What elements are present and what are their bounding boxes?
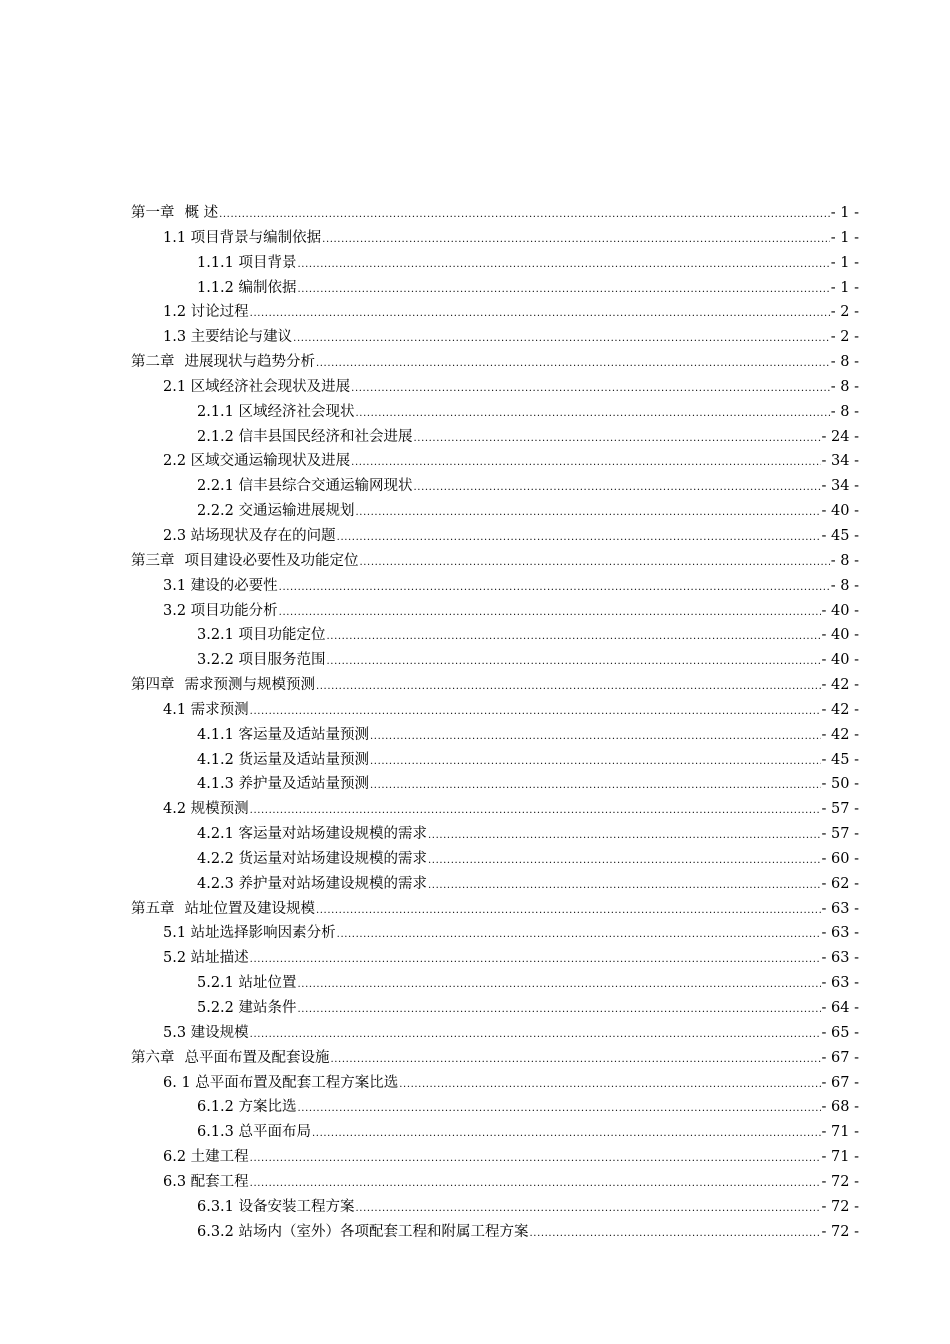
toc-page-number: - 42 - <box>821 726 859 743</box>
toc-entry-title <box>131 1046 330 1071</box>
toc-page-number: - 62 - <box>821 875 859 892</box>
toc-page-number: - 68 - <box>821 1099 859 1116</box>
toc-entry-title <box>131 350 315 375</box>
toc-entry-title <box>163 375 350 400</box>
toc-dot-leader <box>428 824 821 849</box>
toc-dot-leader <box>327 625 821 650</box>
toc-dot-leader <box>219 203 830 228</box>
toc-section-entry[interactable] <box>0 375 950 400</box>
toc-page-number: - 8 - <box>830 378 859 395</box>
toc-page-number: - 1 - <box>830 279 859 296</box>
toc-entry-text: 6. 1 总平面布置及配套工程方案比选 <box>163 1074 399 1091</box>
toc-entry-text: 5.3 建设规模 <box>163 1024 249 1041</box>
toc-page-number: - 8 - <box>830 552 859 569</box>
toc-page-number: - 40 - <box>821 627 859 644</box>
toc-entry-title <box>163 449 350 474</box>
toc-entry-text: 总平面布置及配套设施 <box>184 1049 330 1066</box>
toc-dot-leader <box>250 1023 821 1048</box>
toc-dot-leader <box>250 700 821 725</box>
toc-chapter-entry[interactable] <box>0 201 950 226</box>
toc-page-number: - 8 - <box>830 354 859 371</box>
toc-entry-title <box>163 226 321 251</box>
toc-section-entry[interactable] <box>0 524 950 549</box>
toc-dot-leader <box>322 228 830 253</box>
toc-entry-text: 2.2.1 信丰县综合交通运输网现状 <box>197 478 413 495</box>
toc-dot-leader <box>298 253 830 278</box>
toc-entry-text: 2.1.1 区域经济社会现状 <box>197 403 355 420</box>
toc-entry-title <box>197 1095 297 1120</box>
toc-entry-title <box>197 276 297 301</box>
toc-dot-leader <box>356 1197 821 1222</box>
toc-dot-leader <box>414 476 821 501</box>
toc-entry-title <box>197 872 427 897</box>
toc-page-number: - 42 - <box>821 701 859 718</box>
toc-page-number: - 2 - <box>830 304 859 321</box>
toc-entry-text: 1.1 项目背景与编制依据 <box>163 229 322 246</box>
toc-entry-title <box>131 201 218 226</box>
toc-entry-title <box>197 772 369 797</box>
toc-dot-leader <box>351 451 820 476</box>
toc-entry-title <box>197 400 355 425</box>
toc-chapter-number: 第一章 <box>131 205 175 221</box>
toc-page-number: - 63 - <box>821 900 859 917</box>
toc-entry-title <box>197 474 413 499</box>
toc-entry-text: 1.3 主要结论与建议 <box>163 329 293 346</box>
toc-entry-title <box>163 300 249 325</box>
toc-page-number: - 8 - <box>830 403 859 420</box>
toc-entry-text: 概 述 <box>184 205 219 221</box>
toc-entry-title <box>163 698 249 723</box>
toc-entry-title <box>163 946 249 971</box>
toc-entry-text: 2.2.2 交通运输进展规划 <box>197 503 355 520</box>
toc-chapter-entry[interactable] <box>0 673 950 698</box>
toc-dot-leader <box>316 352 830 377</box>
toc-subsection-entry[interactable] <box>0 822 950 847</box>
toc-section-entry[interactable] <box>0 325 950 350</box>
toc-entry-title <box>197 723 369 748</box>
toc-page-number: - 34 - <box>821 478 859 495</box>
toc-section-entry[interactable] <box>0 1071 950 1096</box>
toc-entry-text: 4.2.2 货运量对站场建设规模的需求 <box>197 850 428 867</box>
toc-section-entry[interactable] <box>0 449 950 474</box>
toc-dot-leader <box>370 774 821 799</box>
toc-dot-leader <box>356 501 821 526</box>
toc-entry-text: 2.2 区域交通运输现状及进展 <box>163 453 351 470</box>
toc-subsection-entry[interactable] <box>0 648 950 673</box>
toc-chapter-number: 第三章 <box>131 552 175 569</box>
toc-dot-leader <box>298 998 821 1023</box>
toc-section-entry[interactable] <box>0 946 950 971</box>
toc-entry-text: 4.2.3 养护量对站场建设规模的需求 <box>197 875 428 892</box>
toc-dot-leader <box>250 1147 821 1172</box>
toc-entry-text: 项目建设必要性及功能定位 <box>184 552 359 569</box>
toc-dot-leader <box>298 1097 821 1122</box>
toc-section-entry[interactable] <box>0 1170 950 1195</box>
toc-entry-text: 4.2.1 客运量对站场建设规模的需求 <box>197 826 428 843</box>
toc-entry-title <box>197 748 369 773</box>
toc-entry-title <box>131 673 315 698</box>
toc-entry-text: 5.2 站址描述 <box>163 950 249 967</box>
toc-section-entry[interactable] <box>0 226 950 251</box>
toc-entry-text: 5.2.2 建站条件 <box>197 1000 297 1016</box>
toc-dot-leader <box>279 601 821 626</box>
toc-chapter-entry[interactable] <box>0 549 950 574</box>
toc-chapter-entry[interactable] <box>0 350 950 375</box>
toc-section-entry[interactable] <box>0 797 950 822</box>
toc-section-entry[interactable] <box>0 574 950 599</box>
toc-subsection-entry[interactable] <box>0 623 950 648</box>
toc-page-number: - 24 - <box>821 428 859 445</box>
toc-subsection-entry[interactable] <box>0 723 950 748</box>
toc-entry-title <box>163 921 336 946</box>
toc-chapter-number: 第五章 <box>131 900 175 917</box>
toc-entry-text: 4.1.1 客运量及适站量预测 <box>197 726 370 743</box>
toc-page-number: - 50 - <box>821 776 859 793</box>
toc-subsection-entry[interactable] <box>0 847 950 872</box>
toc-page-number: - 45 - <box>821 751 859 768</box>
toc-dot-leader <box>298 973 821 998</box>
toc-entry-title <box>197 1120 311 1145</box>
toc-entry-text: 5.2.1 站址位置 <box>197 975 297 992</box>
toc-subsection-entry[interactable] <box>0 1220 950 1245</box>
toc-section-entry[interactable] <box>0 300 950 325</box>
toc-chapter-entry[interactable] <box>0 897 950 922</box>
toc-page-number: - 63 - <box>821 950 859 967</box>
toc-entry-text: 2.3 站场现状及存在的问题 <box>163 527 336 544</box>
toc-entry-text: 6.3.1 设备安装工程方案 <box>197 1198 355 1215</box>
toc-subsection-entry[interactable] <box>0 1195 950 1220</box>
toc-entry-title <box>163 325 292 350</box>
toc-entry-text: 1.2 讨论过程 <box>163 304 249 321</box>
toc-entry-text: 3.2 项目功能分析 <box>163 602 278 619</box>
toc-entry-title <box>197 971 297 996</box>
toc-page-number: - 57 - <box>821 826 859 843</box>
toc-entry-title <box>163 1145 249 1170</box>
toc-entry-text: 站址位置及建设规模 <box>184 900 315 917</box>
toc-dot-leader <box>399 1073 820 1098</box>
toc-entry-text: 4.1 需求预测 <box>163 701 249 718</box>
toc-subsection-entry[interactable] <box>0 996 950 1021</box>
toc-subsection-entry[interactable] <box>0 872 950 897</box>
toc-subsection-entry[interactable] <box>0 276 950 301</box>
toc-section-entry[interactable] <box>0 1021 950 1046</box>
toc-dot-leader <box>316 899 821 924</box>
toc-page-number: - 40 - <box>821 503 859 520</box>
toc-page-number: - 60 - <box>821 850 859 867</box>
toc-subsection-entry[interactable] <box>0 474 950 499</box>
toc-page-number: - 40 - <box>821 602 859 619</box>
toc-section-entry[interactable] <box>0 1145 950 1170</box>
toc-entry-text: 6.3.2 站场内（室外）各项配套工程和附属工程方案 <box>197 1223 529 1240</box>
table-of-contents <box>0 201 950 1244</box>
toc-subsection-entry[interactable] <box>0 499 950 524</box>
toc-entry-text: 6.2 土建工程 <box>163 1149 249 1166</box>
toc-subsection-entry[interactable] <box>0 400 950 425</box>
toc-entry-text: 6.1.3 总平面布局 <box>197 1124 312 1141</box>
toc-entry-text: 4.1.3 养护量及适站量预测 <box>197 776 370 793</box>
toc-dot-leader <box>428 849 821 874</box>
toc-entry-text: 1.1.1 项目背景 <box>197 254 297 271</box>
toc-page-number: - 1 - <box>830 205 859 221</box>
toc-entry-title <box>197 251 297 276</box>
toc-entry-title <box>197 996 297 1021</box>
toc-dot-leader <box>428 874 821 899</box>
toc-chapter-entry[interactable] <box>0 1046 950 1071</box>
toc-entry-title <box>197 1195 355 1220</box>
toc-page-number: - 42 - <box>821 677 859 694</box>
toc-page-number: - 34 - <box>821 453 859 470</box>
toc-dot-leader <box>250 799 821 824</box>
toc-page-number: - 63 - <box>821 975 859 992</box>
toc-chapter-number: 第六章 <box>131 1049 175 1066</box>
toc-page-number: - 1 - <box>830 254 859 271</box>
toc-entry-title <box>163 1021 249 1046</box>
toc-subsection-entry[interactable] <box>0 1095 950 1120</box>
toc-entry-title <box>163 797 249 822</box>
toc-page-number: - 72 - <box>821 1173 859 1190</box>
toc-dot-leader <box>360 551 830 576</box>
toc-dot-leader <box>331 1048 821 1073</box>
toc-page-number: - 2 - <box>830 329 859 346</box>
toc-page-number: - 1 - <box>830 229 859 246</box>
toc-subsection-entry[interactable] <box>0 748 950 773</box>
toc-entry-text: 需求预测与规模预测 <box>184 677 315 694</box>
toc-subsection-entry[interactable] <box>0 772 950 797</box>
toc-page-number: - 8 - <box>830 577 859 594</box>
toc-entry-title <box>163 1071 398 1096</box>
toc-dot-leader <box>337 526 821 551</box>
toc-chapter-number: 第四章 <box>131 677 175 694</box>
toc-entry-text: 4.1.2 货运量及适站量预测 <box>197 751 370 768</box>
toc-page-number: - 67 - <box>821 1074 859 1091</box>
toc-entry-text: 6.1.2 方案比选 <box>197 1099 297 1116</box>
toc-entry-text: 3.1 建设的必要性 <box>163 577 278 594</box>
toc-dot-leader <box>298 278 830 303</box>
toc-entry-title <box>163 599 278 624</box>
toc-subsection-entry[interactable] <box>0 971 950 996</box>
toc-page-number: - 63 - <box>821 925 859 942</box>
toc-dot-leader <box>530 1222 821 1247</box>
toc-entry-title <box>131 549 359 574</box>
toc-entry-title <box>197 648 326 673</box>
toc-dot-leader <box>316 675 821 700</box>
toc-page-number: - 57 - <box>821 801 859 818</box>
toc-section-entry[interactable] <box>0 698 950 723</box>
toc-entry-text: 5.1 站址选择影响因素分析 <box>163 925 336 942</box>
toc-entry-text: 6.3 配套工程 <box>163 1173 249 1190</box>
toc-entry-text: 3.2.2 项目服务范围 <box>197 652 326 669</box>
toc-page-number: - 72 - <box>821 1223 859 1240</box>
toc-entry-title <box>197 822 427 847</box>
toc-page-number: - 67 - <box>821 1049 859 1066</box>
toc-dot-leader <box>337 923 821 948</box>
toc-entry-text: 4.2 规模预测 <box>163 801 249 818</box>
toc-entry-text: 3.2.1 项目功能定位 <box>197 627 326 644</box>
toc-entry-text: 1.1.2 编制依据 <box>197 279 297 296</box>
toc-dot-leader <box>250 1172 821 1197</box>
toc-dot-leader <box>370 750 821 775</box>
toc-page-number: - 71 - <box>821 1149 859 1166</box>
toc-entry-title <box>197 847 427 872</box>
toc-entry-title <box>197 1220 529 1245</box>
toc-chapter-number: 第二章 <box>131 354 175 371</box>
toc-section-entry[interactable] <box>0 599 950 624</box>
toc-dot-leader <box>250 302 830 327</box>
toc-page-number: - 65 - <box>821 1024 859 1041</box>
toc-dot-leader <box>279 576 830 601</box>
toc-subsection-entry[interactable] <box>0 1120 950 1145</box>
toc-dot-leader <box>293 327 830 352</box>
toc-page-number: - 64 - <box>821 1000 859 1016</box>
toc-page-number: - 45 - <box>821 527 859 544</box>
toc-entry-title <box>163 574 278 599</box>
toc-page-number: - 40 - <box>821 652 859 669</box>
toc-dot-leader <box>250 948 821 973</box>
toc-subsection-entry[interactable] <box>0 425 950 450</box>
toc-dot-leader <box>312 1122 821 1147</box>
toc-page-number: - 72 - <box>821 1198 859 1215</box>
toc-entry-title <box>163 1170 249 1195</box>
toc-entry-title <box>163 524 336 549</box>
toc-entry-title <box>197 499 355 524</box>
toc-dot-leader <box>370 725 821 750</box>
toc-section-entry[interactable] <box>0 921 950 946</box>
toc-entry-text: 2.1.2 信丰县国民经济和社会进展 <box>197 428 413 445</box>
toc-subsection-entry[interactable] <box>0 251 950 276</box>
toc-entry-title <box>197 623 326 648</box>
toc-dot-leader <box>414 427 821 452</box>
toc-entry-text: 进展现状与趋势分析 <box>184 354 315 371</box>
toc-dot-leader <box>356 402 830 427</box>
toc-dot-leader <box>351 377 830 402</box>
toc-entry-title <box>131 897 315 922</box>
toc-entry-title <box>197 425 413 450</box>
toc-page-number: - 71 - <box>821 1124 859 1141</box>
toc-dot-leader <box>327 650 821 675</box>
toc-entry-text: 2.1 区域经济社会现状及进展 <box>163 378 351 395</box>
